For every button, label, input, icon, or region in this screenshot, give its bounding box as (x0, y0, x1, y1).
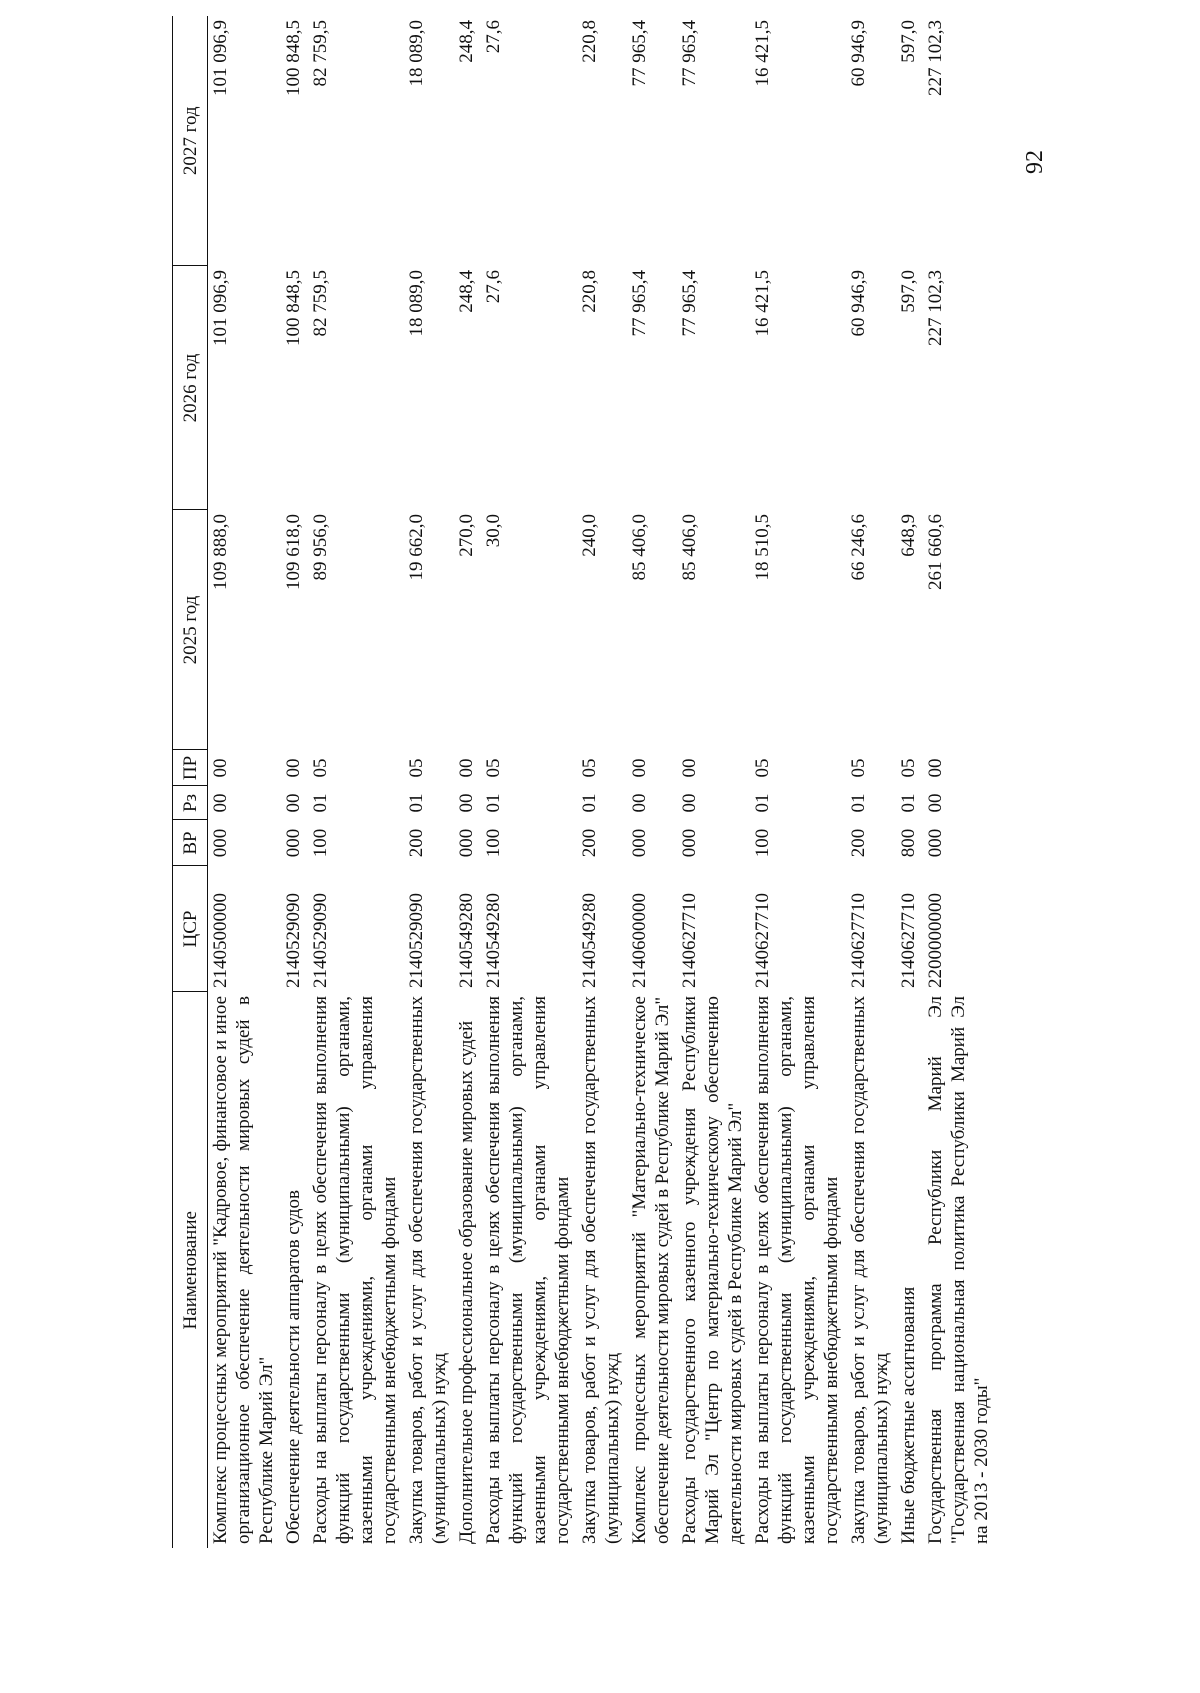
cell-name: Дополнительное профессиональное образование мировых судей (456, 1020, 477, 1544)
cell-2025: 18 510,5 (752, 514, 773, 581)
cell-csr: 2140529090 (406, 893, 427, 988)
header-vr: ВР (173, 820, 208, 866)
table-row (923, 16, 996, 1548)
cell-2026: 18 089,0 (406, 270, 427, 337)
cell-name: Закупка товаров, работ и услуг для обеспечения государственных (муниципальных) нужд (406, 996, 450, 1544)
cell-csr: 2200000000 (925, 893, 946, 988)
table-row (896, 16, 923, 1548)
cell-2026: 100 848,5 (283, 270, 304, 346)
cell-rz: 01 (406, 793, 427, 813)
cell-2025: 261 660,6 (925, 514, 946, 590)
cell-pr: 05 (310, 758, 331, 778)
cell-name: Комплекс процессных мероприятий "Материально-техническое обеспечение деятельности мировых судей в Республике Марий Эл" (629, 996, 673, 1544)
header-2027: 2027 год (173, 16, 208, 266)
cell-2026: 220,8 (579, 270, 600, 313)
table-row (481, 16, 577, 1548)
table-row (454, 16, 481, 1548)
table-row (281, 16, 308, 1548)
header-csr: ЦСР (173, 866, 208, 992)
cell-vr: 100 (752, 828, 773, 858)
cell-csr: 2140627710 (752, 893, 773, 988)
cell-2026: 82 759,5 (310, 270, 331, 337)
cell-name: Закупка товаров, работ и услуг для обеспечения государственных (муниципальных) нужд (579, 996, 623, 1544)
cell-2027: 220,8 (579, 20, 600, 63)
table-row (846, 16, 896, 1548)
header-2026: 2026 год (173, 266, 208, 510)
cell-2026: 77 965,4 (679, 270, 700, 337)
cell-2027: 227 102,3 (925, 20, 946, 96)
cell-2026: 101 096,9 (210, 270, 231, 346)
header-name: Наименование (173, 992, 208, 1548)
cell-csr: 2140549280 (579, 893, 600, 988)
cell-rz: 00 (456, 793, 477, 813)
cell-pr: 00 (629, 758, 650, 778)
cell-vr: 800 (898, 828, 919, 858)
table-row (308, 16, 404, 1548)
cell-rz: 00 (283, 793, 304, 813)
cell-csr: 2140549280 (483, 893, 504, 988)
cell-rz: 01 (848, 793, 869, 813)
table-row (750, 16, 846, 1548)
cell-vr: 100 (310, 828, 331, 858)
cell-vr: 000 (210, 828, 231, 858)
cell-csr: 2140529090 (283, 893, 304, 988)
cell-rz: 01 (310, 793, 331, 813)
cell-rz: 00 (679, 793, 700, 813)
cell-2025: 648,9 (898, 514, 919, 557)
cell-vr: 000 (629, 828, 650, 858)
cell-pr: 05 (752, 758, 773, 778)
cell-vr: 000 (925, 828, 946, 858)
cell-2025: 85 406,0 (629, 514, 650, 581)
cell-vr: 000 (679, 828, 700, 858)
cell-vr: 000 (283, 828, 304, 858)
cell-pr: 00 (283, 758, 304, 778)
cell-name: Комплекс процессных мероприятий "Кадровое, финансовое и иное организационное обеспечение деятельности мировых судей в Республике Марий Эл" (210, 996, 277, 1544)
cell-pr: 00 (210, 758, 231, 778)
page-number: 92 (1022, 150, 1048, 174)
cell-name: Расходы на выплаты персоналу в целях обеспечения выполнения функций государственными (муниципальными) органами, казенными учреждениями, органами управления государственными внебюджетными фондами (483, 996, 573, 1544)
cell-rz: 01 (752, 793, 773, 813)
cell-csr: 2140627710 (679, 893, 700, 988)
cell-csr: 2140549280 (456, 893, 477, 988)
cell-pr: 00 (679, 758, 700, 778)
cell-rz: 00 (629, 793, 650, 813)
header-2025: 2025 год (173, 510, 208, 750)
cell-pr: 05 (579, 758, 600, 778)
cell-pr: 00 (456, 758, 477, 778)
cell-vr: 200 (406, 828, 427, 858)
cell-vr: 200 (848, 828, 869, 858)
cell-2026: 597,0 (898, 270, 919, 313)
cell-csr: 2140627710 (848, 893, 869, 988)
cell-2026: 16 421,5 (752, 270, 773, 337)
header-pr: ПР (173, 750, 208, 786)
cell-2026: 227 102,3 (925, 270, 946, 346)
cell-csr: 2140500000 (210, 893, 231, 988)
cell-2026: 77 965,4 (629, 270, 650, 337)
cell-2027: 77 965,4 (629, 20, 650, 87)
cell-name: Расходы государственного казенного учреждения Республики Марий Эл "Центр по материально-техническому обеспечению деятельности мировых судей в Республике Марий Эл" (679, 996, 746, 1544)
budget-table-rotated (172, 16, 992, 1548)
cell-2025: 30,0 (483, 514, 504, 548)
cell-vr: 000 (456, 828, 477, 858)
cell-pr: 05 (848, 758, 869, 778)
cell-rz: 01 (579, 793, 600, 813)
cell-2025: 109 888,0 (210, 514, 231, 590)
table-row (677, 16, 750, 1548)
cell-2027: 101 096,9 (210, 20, 231, 96)
cell-2027: 27,6 (483, 20, 504, 54)
cell-rz: 00 (210, 793, 231, 813)
cell-rz: 01 (483, 793, 504, 813)
table-body (208, 16, 997, 1548)
cell-vr: 100 (483, 828, 504, 858)
cell-2027: 16 421,5 (752, 20, 773, 87)
cell-2027: 18 089,0 (406, 20, 427, 87)
cell-2025: 270,0 (456, 514, 477, 557)
cell-2025: 19 662,0 (406, 514, 427, 581)
cell-pr: 05 (898, 758, 919, 778)
cell-2027: 60 946,9 (848, 20, 869, 87)
table-row (404, 16, 454, 1548)
cell-name: Закупка товаров, работ и услуг для обеспечения государственных (муниципальных) нужд (848, 996, 892, 1544)
cell-2025: 66 246,6 (848, 514, 869, 581)
cell-name: Иные бюджетные ассигнования (898, 1286, 919, 1544)
cell-2027: 248,4 (456, 20, 477, 63)
cell-rz: 01 (898, 793, 919, 813)
cell-2026: 27,6 (483, 270, 504, 304)
table-row (208, 16, 282, 1548)
cell-rz: 00 (925, 793, 946, 813)
cell-2026: 60 946,9 (848, 270, 869, 337)
cell-csr: 2140627710 (898, 893, 919, 988)
cell-pr: 05 (406, 758, 427, 778)
cell-2027: 77 965,4 (679, 20, 700, 87)
cell-2026: 248,4 (456, 270, 477, 313)
cell-2027: 597,0 (898, 20, 919, 63)
table-header-row (173, 16, 208, 1548)
cell-name: Расходы на выплаты персоналу в целях обеспечения выполнения функций государственными (муниципальными) органами, казенными учреждениями, органами управления государственными внебюджетными фондами (310, 996, 400, 1544)
cell-pr: 00 (925, 758, 946, 778)
cell-2027: 100 848,5 (283, 20, 304, 96)
cell-name: Обеспечение деятельности аппаратов судов (283, 1190, 304, 1544)
cell-2025: 85 406,0 (679, 514, 700, 581)
table-row (627, 16, 677, 1548)
cell-csr: 2140600000 (629, 893, 650, 988)
header-rz: Рз (173, 786, 208, 820)
cell-2025: 89 956,0 (310, 514, 331, 581)
cell-2027: 82 759,5 (310, 20, 331, 87)
cell-name: Расходы на выплаты персоналу в целях обеспечения выполнения функций государственными (муниципальными) органами, казенными учреждениями, органами управления государственными внебюджетными фондами (752, 996, 842, 1544)
cell-2025: 109 618,0 (283, 514, 304, 590)
cell-name: Государственная программа Республики Марий Эл "Государственная национальная политика Республики Марий Эл на 2013 - 2030 годы" (925, 996, 992, 1544)
cell-vr: 200 (579, 828, 600, 858)
table-row (577, 16, 627, 1548)
cell-csr: 2140529090 (310, 893, 331, 988)
cell-pr: 05 (483, 758, 504, 778)
budget-table (172, 16, 996, 1548)
cell-2025: 240,0 (579, 514, 600, 557)
